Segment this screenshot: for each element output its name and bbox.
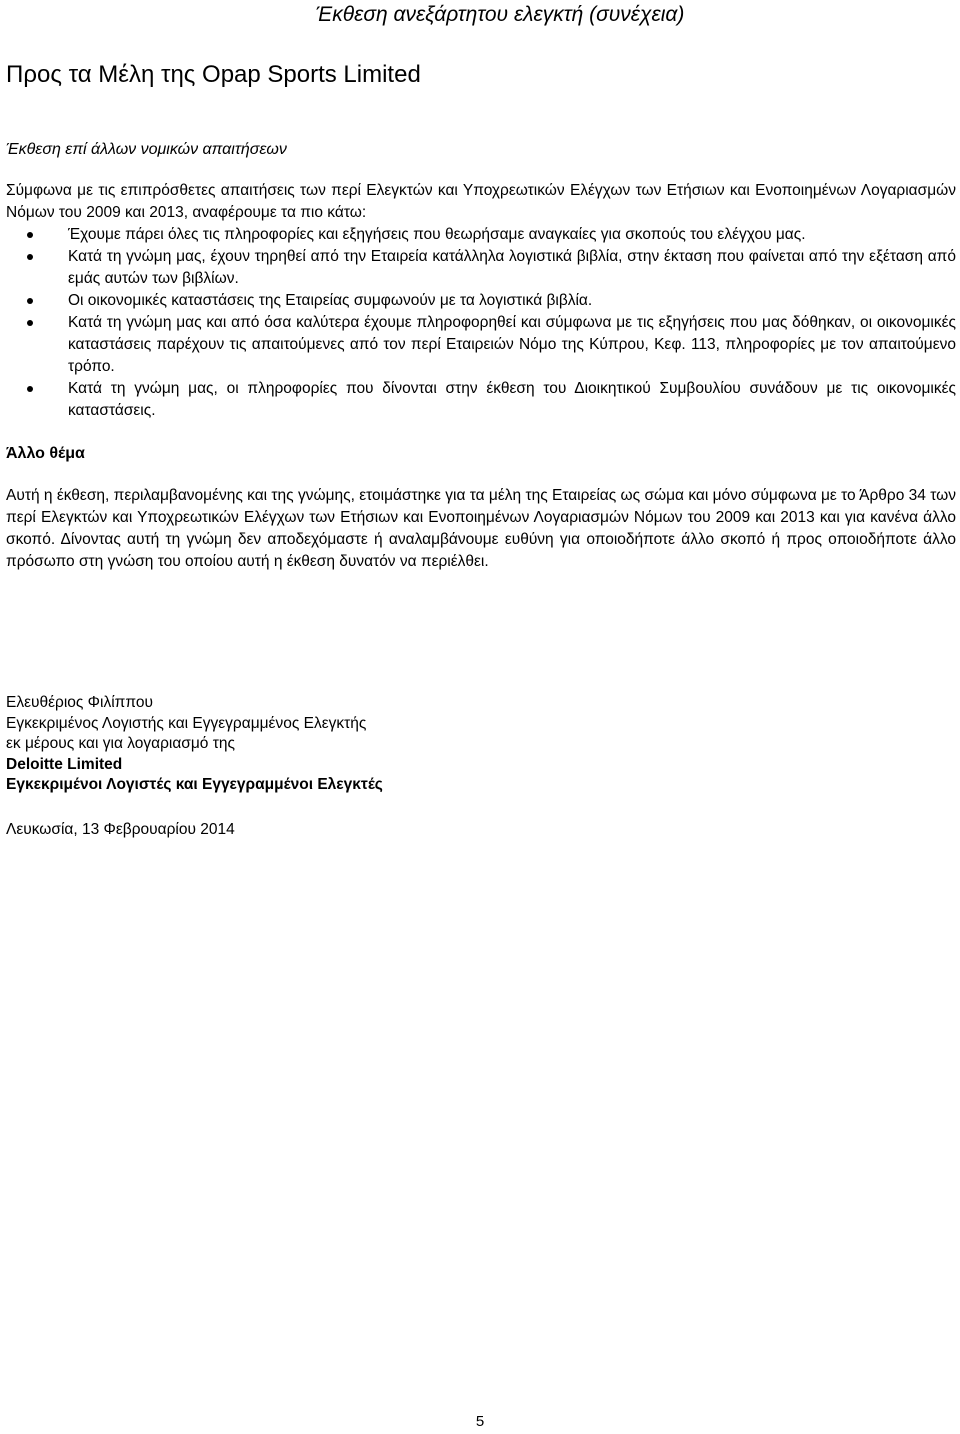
bullet-icon bbox=[27, 232, 33, 238]
list-item bbox=[0, 312, 960, 378]
list-item bbox=[0, 378, 960, 422]
firm-name: Deloitte Limited bbox=[6, 755, 123, 773]
findings-list bbox=[0, 224, 960, 422]
addressee-heading: Προς τα Μέλη της Opap Sports Limited bbox=[6, 61, 421, 88]
page-number: 5 bbox=[475, 1413, 485, 1430]
list-item-text: Έχουμε πάρει όλες τις πληροφορίες και εξηγήσεις που θεωρήσαμε αναγκαίες για σκοπούς του ελέγχου μας. bbox=[68, 226, 806, 243]
on-behalf-line: εκ μέρους και για λογαριασμό της bbox=[6, 735, 235, 752]
intro-paragraph: Σύμφωνα με τις επιπρόσθετες απαιτήσεις των περί Ελεγκτών και Υποχρεωτικών Ελέγχων των Ετήσιων και Ενοποιημένων Λογαριασμών Νόμων του 2009 και 2013, αναφέρουμε τα πιο κάτω: bbox=[6, 182, 956, 221]
other-matter-heading: Άλλο θέμα bbox=[6, 445, 85, 462]
bullet-icon bbox=[27, 320, 33, 326]
page-header-title: Έκθεση ανεξάρτητου ελεγκτή (συνέχεια) bbox=[315, 3, 685, 26]
list-item-text: Κατά τη γνώμη μας και από όσα καλύτερα έχουμε πληροφορηθεί και σύμφωνα με τις εξηγήσεις που μας δόθηκαν, οι οικονομικές καταστάσεις παρέχουν τις απαιτούμενες από τον περί Εταιρειών Νόμο της Κύπρου, Κεφ. 113, πληροφορίες με τον απαιτούμενο τρόπο. bbox=[68, 314, 956, 375]
list-item bbox=[0, 224, 960, 246]
signatory-title: Εγκεκριμένος Λογιστής και Εγγεγραμμένος Ελεγκτής bbox=[6, 714, 367, 732]
bullet-icon bbox=[27, 386, 33, 392]
signature-block bbox=[6, 693, 383, 796]
bullet-icon bbox=[27, 298, 33, 304]
list-item bbox=[0, 290, 960, 312]
list-item-text: Οι οικονομικές καταστάσεις της Εταιρείας συμφωνούν με τα λογιστικά βιβλία. bbox=[68, 292, 593, 309]
place-date: Λευκωσία, 13 Φεβρουαρίου 2014 bbox=[6, 821, 235, 838]
section-heading-other-legal: Έκθεση επί άλλων νομικών απαιτήσεων bbox=[6, 141, 287, 158]
bullet-icon bbox=[27, 254, 33, 260]
list-item bbox=[0, 246, 960, 290]
signatory-name: Ελευθέριος Φιλίππου bbox=[6, 694, 153, 711]
list-item-text: Κατά τη γνώμη μας, οι πληροφορίες που δίνονται στην έκθεση του Διοικητικού Συμβουλίου συνάδουν με τις οικονομικές καταστάσεις. bbox=[68, 380, 956, 419]
firm-title: Εγκεκριμένοι Λογιστές και Εγγεγραμμένοι Ελεγκτές bbox=[6, 776, 383, 793]
other-matter-paragraph: Αυτή η έκθεση, περιλαμβανομένης και της γνώμης, ετοιμάστηκε για τα μέλη της Εταιρείας ως σώμα και μόνο σύμφωνα με το Άρθρο 34 των περί Ελεγκτών και Υποχρεωτικών Ελέγχων των Ετήσιων και Ενοποιημένων Λογαριασμών Νόμων του 2009 και 2013 και για κανένα άλλο σκοπό. Δίνοντας αυτή τη γνώμη δεν αποδεχόμαστε ή αναλαμβάνουμε ευθύνη για οποιοδήποτε άλλο σκοπό ή προς οποιοδήποτε άλλο πρόσωπο στη γνώση του οποίου αυτή η έκθεση δυνατόν να περιέλθει. bbox=[6, 487, 956, 570]
list-item-text: Κατά τη γνώμη μας, έχουν τηρηθεί από την Εταιρεία κατάλληλα λογιστικά βιβλία, στην έκταση που φαίνεται από την εξέταση από εμάς αυτών των βιβλίων. bbox=[68, 248, 956, 287]
